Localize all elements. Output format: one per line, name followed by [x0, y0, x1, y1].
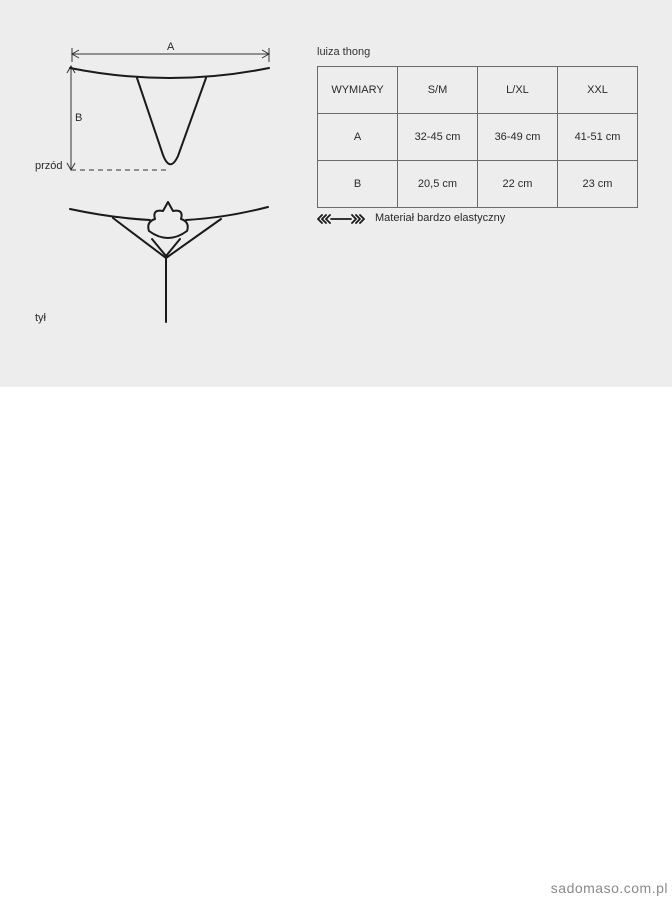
size-table-cell: 20,5 cm [398, 161, 478, 208]
front-view-label: przód [35, 160, 63, 172]
thong-front-drawing [70, 68, 269, 164]
size-table-cell: 36-49 cm [478, 114, 558, 161]
elasticity-legend-text: Materiał bardzo elastyczny [375, 212, 506, 224]
elastic-stretch-icon [317, 214, 365, 224]
size-table-row [318, 114, 638, 161]
size-table-row [318, 161, 638, 208]
size-table-cell: 22 cm [478, 161, 558, 208]
size-table-header-row [318, 67, 638, 114]
size-table-cell: 32-45 cm [398, 114, 478, 161]
flower-ornament-icon [148, 202, 188, 238]
watermark: sadomaso.com.pl [550, 880, 668, 896]
size-table-cell: 23 cm [558, 161, 638, 208]
size-table-cell: B [318, 161, 398, 208]
product-title: luiza thong [317, 46, 371, 58]
size-table-cell: 41-51 cm [558, 114, 638, 161]
size-table-header-cell: S/M [398, 67, 478, 114]
size-table [317, 66, 638, 208]
size-table-header-cell: XXL [558, 67, 638, 114]
thong-measurement-diagram [0, 0, 300, 387]
dimension-b-arrow [67, 66, 170, 170]
product-info-panel [0, 0, 672, 387]
back-view-label: tył [35, 312, 46, 324]
size-table-header-cell: L/XL [478, 67, 558, 114]
dimension-b-label: B [75, 112, 83, 124]
dimension-a-label: A [167, 41, 175, 53]
size-table-header-cell: WYMIARY [318, 67, 398, 114]
size-table-cell: A [318, 114, 398, 161]
